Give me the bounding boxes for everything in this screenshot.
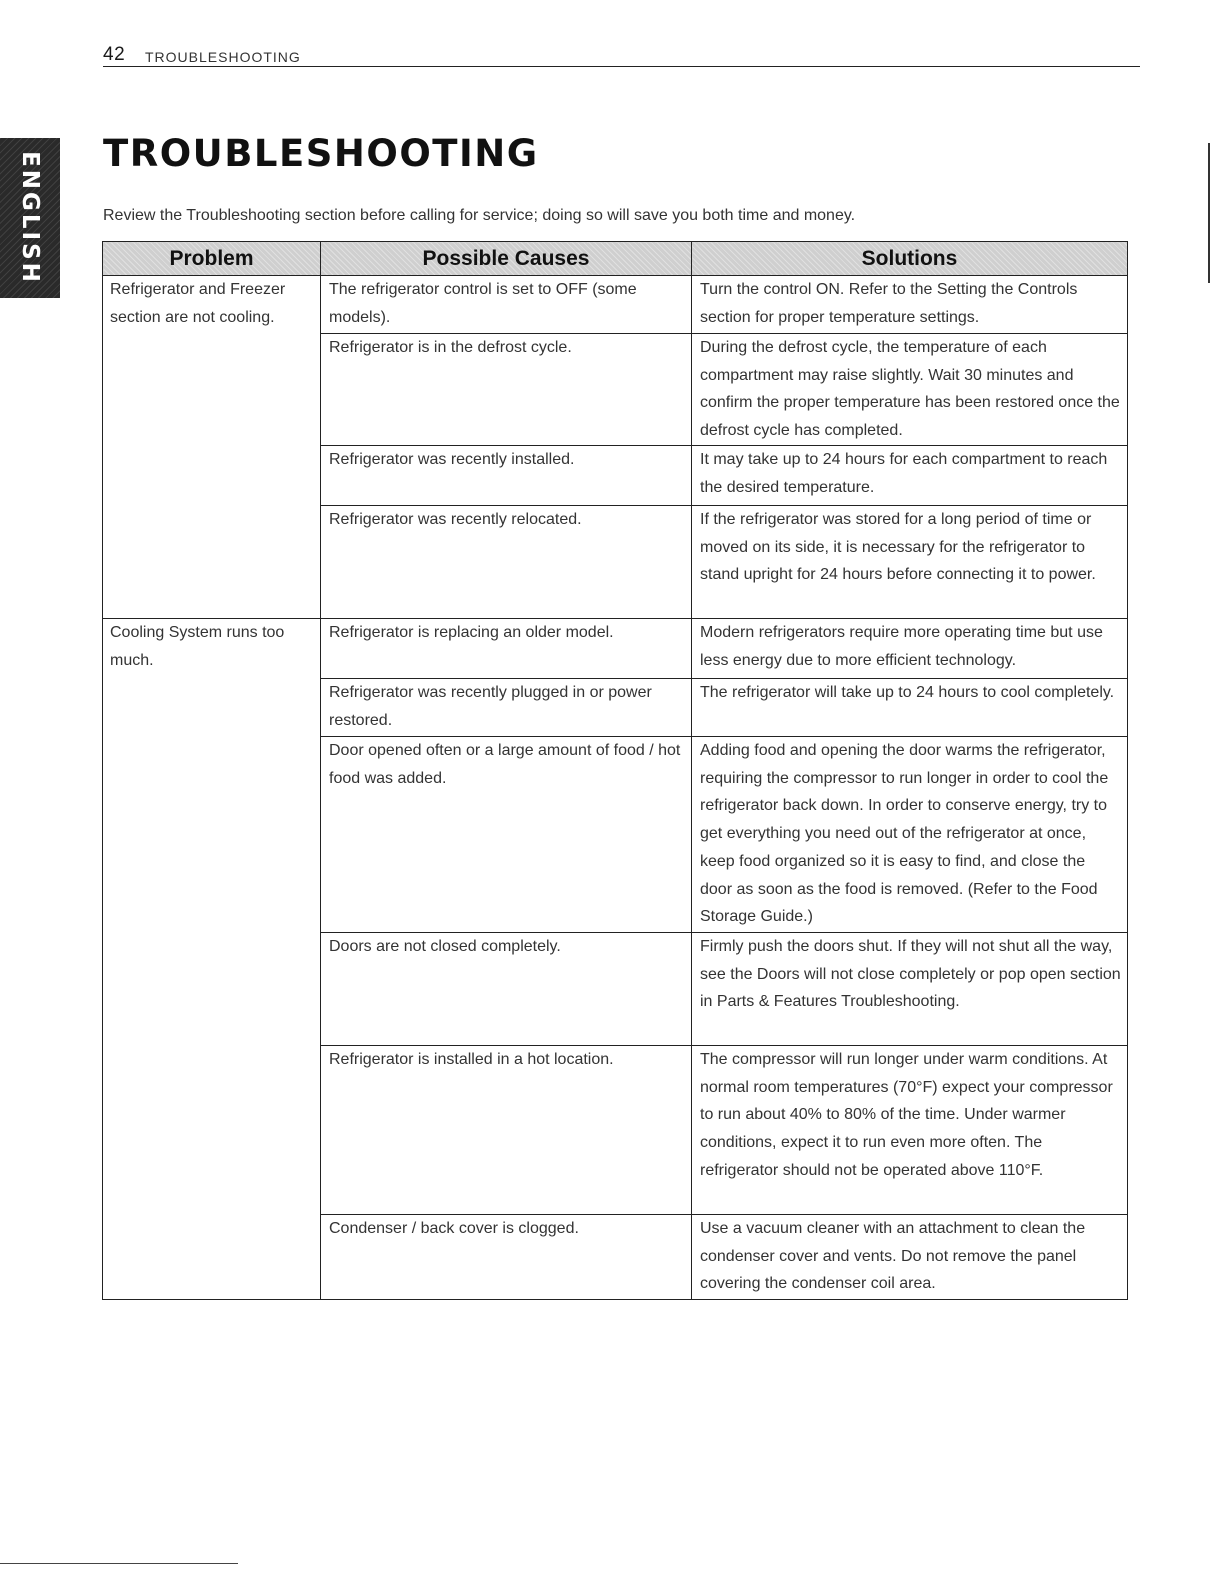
page-header (103, 44, 1140, 67)
solution-cell: If the refrigerator was stored for a long period of time or moved on its side, it is necessary for the refrigerator to stand upright for 24 hours before connecting it to power. (692, 506, 1128, 619)
language-tab (0, 138, 60, 298)
solution-cell: The compressor will run longer under warm conditions. At normal room temperatures (70°F) expect your compressor to run about 40% to 80% of the time. Under warmer conditions, expect it to run even more often. The refrigerator should not be operated above 110°F. (692, 1046, 1128, 1215)
problem-cell: Cooling System runs too much. (103, 619, 321, 1300)
table-row (103, 619, 1128, 679)
cause-cell: Refrigerator was recently plugged in or power restored. (321, 679, 692, 737)
margin-rule (1208, 143, 1210, 283)
table-row (103, 276, 1128, 334)
cause-cell: Refrigerator is installed in a hot location. (321, 1046, 692, 1215)
cause-cell: Refrigerator was recently installed. (321, 446, 692, 506)
solution-cell: Use a vacuum cleaner with an attachment to clean the condenser cover and vents. Do not remove the panel covering the condenser coil area. (692, 1215, 1128, 1300)
cause-cell: Door opened often or a large amount of food / hot food was added. (321, 737, 692, 933)
cause-cell: Refrigerator is in the defrost cycle. (321, 334, 692, 446)
cause-cell: The refrigerator control is set to OFF (some models). (321, 276, 692, 334)
solution-cell: The refrigerator will take up to 24 hours to cool completely. (692, 679, 1128, 737)
solution-cell: Adding food and opening the door warms the refrigerator, requiring the compressor to run longer in order to cool the refrigerator back down. In order to conserve energy, try to get everything you need out of the refrigerator at once, keep food organized so it is easy to find, and close the door as soon as the food is removed. (Refer to the Food Storage Guide.) (692, 737, 1128, 933)
solution-cell: It may take up to 24 hours for each compartment to reach the desired temperature. (692, 446, 1128, 506)
language-tab-label: ENGLISH (17, 151, 43, 285)
cause-cell: Refrigerator is replacing an older model. (321, 619, 692, 679)
problem-cell: Refrigerator and Freezer section are not cooling. (103, 276, 321, 619)
cause-cell: Doors are not closed completely. (321, 933, 692, 1046)
cause-cell: Refrigerator was recently relocated. (321, 506, 692, 619)
footer-rule (0, 1563, 238, 1564)
intro-text: Review the Troubleshooting section before calling for service; doing so will save you both time and money. (103, 207, 856, 224)
cause-cell: Condenser / back cover is clogged. (321, 1215, 692, 1300)
header-possible-causes: Possible Causes (321, 242, 692, 276)
solution-cell: Turn the control ON. Refer to the Setting the Controls section for proper temperature settings. (692, 276, 1128, 334)
troubleshooting-table (102, 241, 1128, 1300)
solution-cell: Firmly push the doors shut. If they will not shut all the way, see the Doors will not close completely or pop open section in Parts & Features Troubleshooting. (692, 933, 1128, 1046)
header-solutions: Solutions (692, 242, 1128, 276)
page-number: 42 (103, 44, 126, 65)
solution-cell: Modern refrigerators require more operating time but use less energy due to more efficient technology. (692, 619, 1128, 679)
page-title: TROUBLESHOOTING (103, 132, 539, 175)
header-problem: Problem (103, 242, 321, 276)
table-header-row (103, 242, 1128, 276)
header-section-name: TROUBLESHOOTING (145, 49, 301, 65)
solution-cell: During the defrost cycle, the temperature of each compartment may raise slightly. Wait 30 minutes and confirm the proper temperature has been restored once the defrost cycle has completed. (692, 334, 1128, 446)
